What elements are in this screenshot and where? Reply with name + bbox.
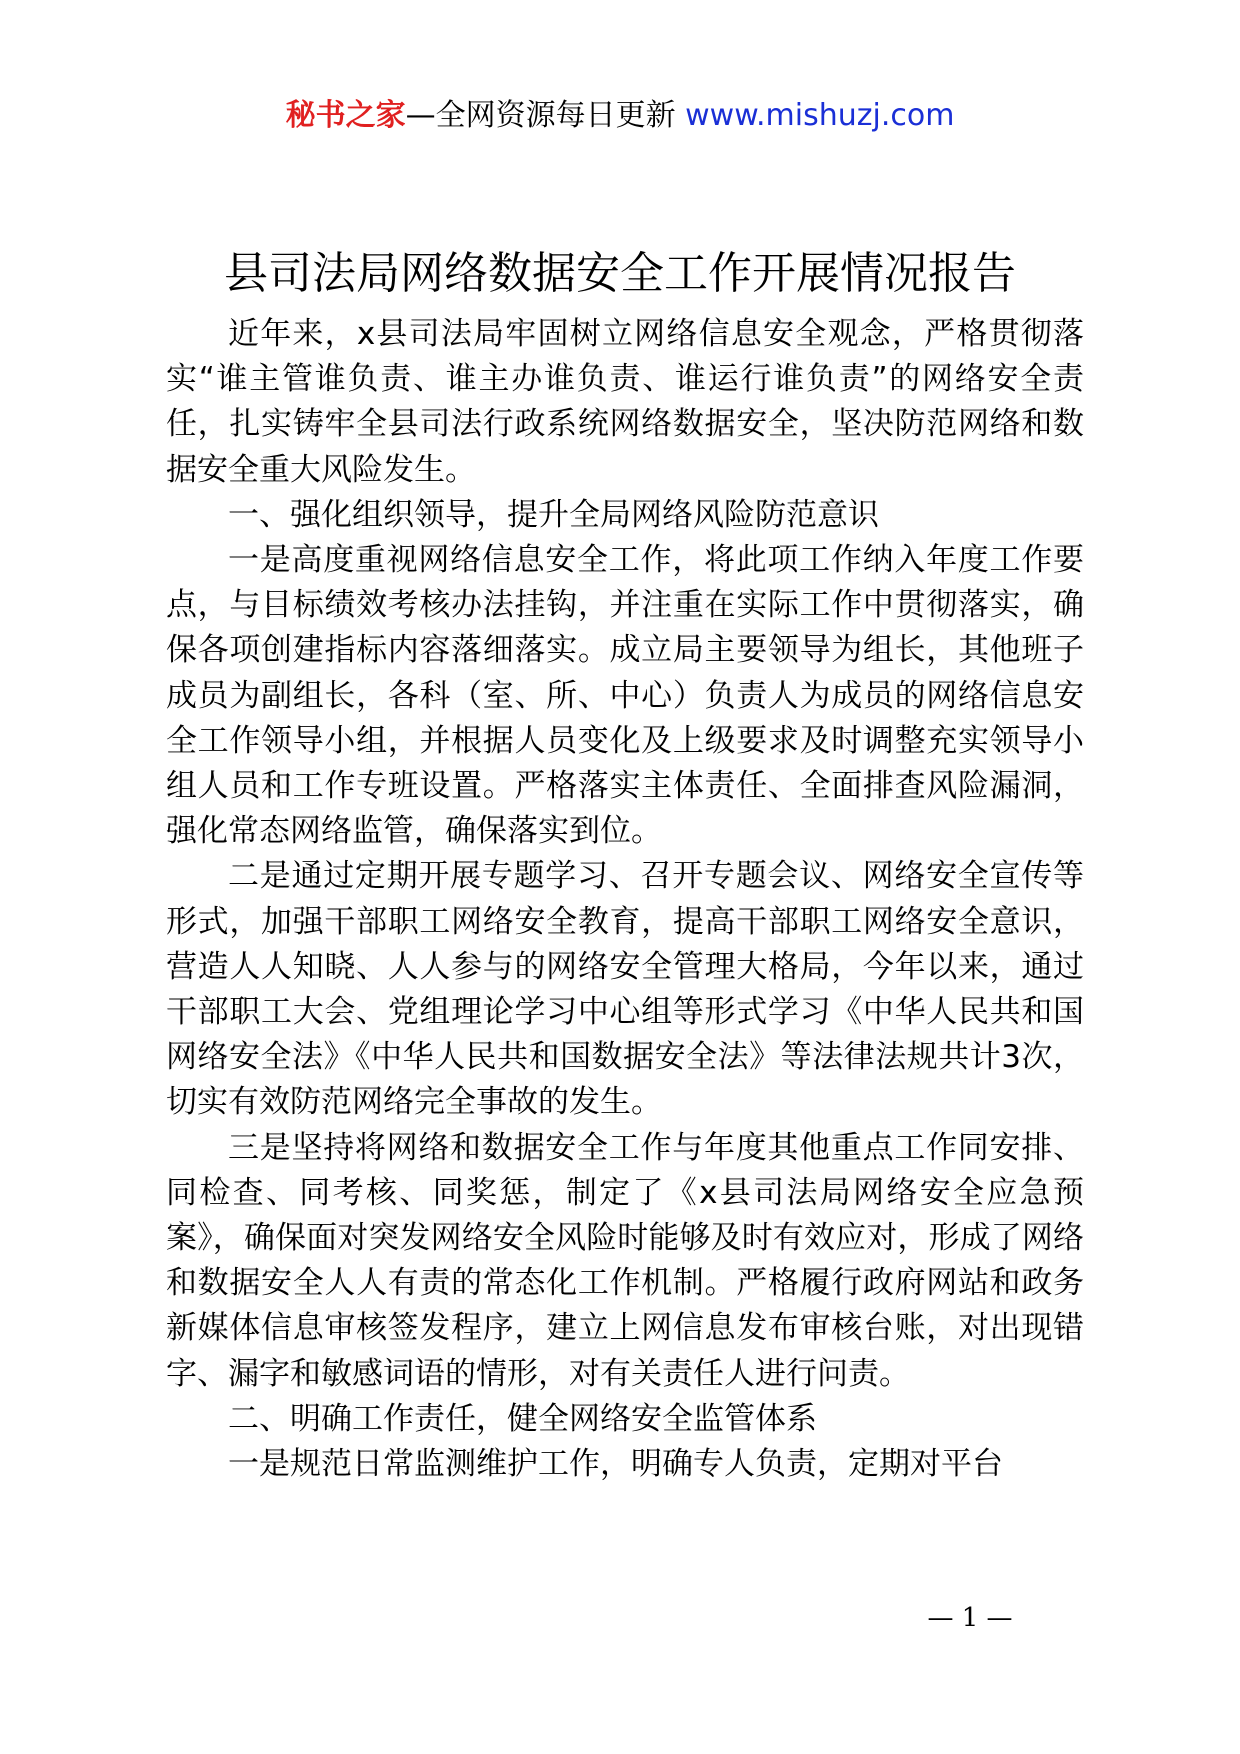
paragraph-1-1: 一是高度重视网络信息安全工作，将此项工作纳入年度工作要点，与目标绩效考核办法挂钩，并注重在实际工作中贯彻落实，确保各项创建指标内容落细落实。成立局主要领导为组长，其他班子成员为副组长，各科（室、所、中心）负责人为成员的网络信息安全工作领导小组，并根据人员变化及上级要求及时调整充实领导小组人员和工作专班设置。严格落实主体责任、全面排查风险漏洞，强化常态网络监管，确保落实到位。 xyxy=(166,542,1084,850)
paragraph-1-3: 三是坚持将网络和数据安全工作与年度其他重点工作同安排、同检查、同考核、同奖惩，制定了《x县司法局网络安全应急预案》，确保面对突发网络安全风险时能够及时有效应对，形成了网络和数据安全人人有责的常态化工作机制。严格履行政府网站和政务新媒体信息审核签发程序，建立上网信息发布审核台账，对出现错字、漏字和敏感词语的情形，对有关责任人进行问责。 xyxy=(166,1129,1084,1392)
banner-slogan: —全网资源每日更新 xyxy=(405,98,686,133)
paragraph-2-1: 一是规范日常监测维护工作，明确专人负责，定期对平台 xyxy=(228,1446,1003,1483)
banner-brand: 秘书之家 xyxy=(285,98,406,133)
paragraph-intro: 近年来，x县司法局牢固树立网络信息安全观念，严格贯彻落实“谁主管谁负责、谁主办谁负责、谁运行谁负责”的网络安全责任，扎实铸牢全县司法行政系统网络数据安全，坚决防范网络和数据安全重大风险发生。 xyxy=(166,316,1084,488)
section-heading-1: 一、强化组织领导，提升全局网络风险防范意识 xyxy=(228,496,879,533)
paragraph-1-2: 二是通过定期开展专题学习、召开专题会议、网络安全宣传等形式，加强干部职工网络安全教育，提高干部职工网络安全意识，营造人人知晓、人人参与的网络安全管理大格局，今年以来，通过干部职工大会、党组理论学习中心组等形式学习《中华人民共和国网络安全法》《中华人民共和国数据安全法》等法律法规共计3次，切实有效防范网络完全事故的发生。 xyxy=(166,858,1084,1121)
section-heading-2: 二、明确工作责任，健全网络安全监管体系 xyxy=(228,1400,817,1437)
site-banner xyxy=(0,96,1240,136)
document-body xyxy=(166,312,1084,1487)
banner-url-link[interactable]: www.mishuzj.com xyxy=(685,98,955,133)
document-title: 县司法局网络数据安全工作开展情况报告 xyxy=(224,248,1016,299)
page-number: — 1 — xyxy=(927,1603,1013,1633)
